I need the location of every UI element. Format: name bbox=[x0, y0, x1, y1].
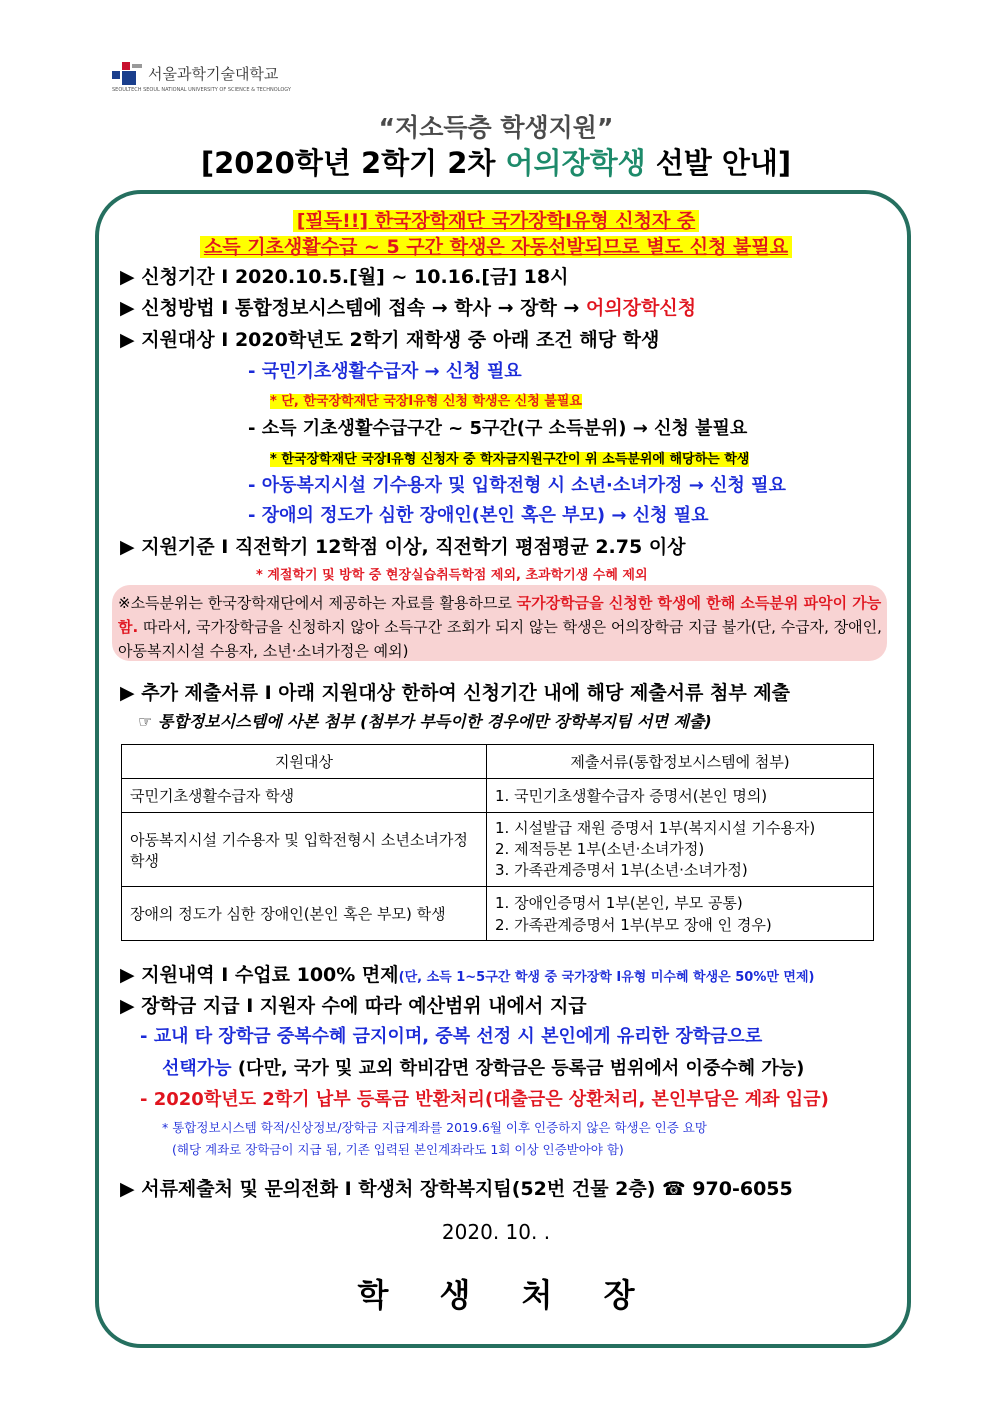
payment-detail-1: - 교내 타 장학금 중복수혜 금지이며, 중복 선정 시 본인에게 유리한 장학금으로 bbox=[140, 1026, 763, 1047]
row-documents: 1. 국민기초생활수급자 증명서(본인 명의) bbox=[487, 779, 874, 813]
issue-date: 2020. 10. . bbox=[441, 1220, 551, 1244]
university-logo bbox=[112, 60, 302, 96]
header-target: 지원대상 bbox=[122, 745, 487, 779]
row-target: 아동복지시설 기수용자 및 입학전형시 소년소녀가정 학생 bbox=[122, 813, 487, 887]
payment-title: ▶ 장학금 지급 Ⅰ 지원자 수에 따라 예산범위 내에서 지급 bbox=[120, 995, 587, 1017]
table-row bbox=[122, 813, 874, 887]
income-notice-text: ※소득분위는 한국장학재단에서 제공하는 자료를 활용하므로 국가장학금을 신청한 학생에 한해 소득분위 파악이 가능함. 따라서, 국가장학금을 신청하지 않아 소득구간 조회가 되지 않는 학생은 어의장학금 지급 불가(단, 수급자, 장애인, 아동복지시설 수용자, 소년·소녀가정은 예외) bbox=[118, 594, 882, 660]
notice-line-2: 소득 기초생활수급 ~ 5 구간 학생은 자동선발되므로 별도 신청 불필요 bbox=[0, 232, 992, 259]
extra-documents-title: ▶ 추가 제출서류 Ⅰ 아래 지원대상 한하여 신청기간 내에 해당 제출서류 첨부 제출 bbox=[120, 682, 791, 704]
signer-title: 학 생 처 장 bbox=[357, 1276, 635, 1314]
support-criteria: ▶ 지원기준 Ⅰ 직전학기 12학점 이상, 직전학기 평점평균 2.75 이상 bbox=[120, 536, 686, 558]
table-row bbox=[122, 887, 874, 941]
extra-documents-sub: ☞ 통합정보시스템에 사본 첨부 (첨부가 부득이한 경우에만 장학복지팀 서면 제출) bbox=[138, 712, 712, 731]
table-header-row bbox=[122, 745, 874, 779]
target-basic-livelihood: - 국민기초생활수급자 → 신청 필요 bbox=[248, 361, 522, 382]
row-documents: 1. 장애인증명서 1부(본인, 부모 공통) 2. 가족관계증명서 1부(부모 장애 인 경우) bbox=[487, 887, 874, 941]
support-target: ▶ 지원대상 Ⅰ 2020학년도 2학기 재학생 중 아래 조건 해당 학생 bbox=[120, 329, 660, 351]
logo-name: 서울과학기술대학교 bbox=[148, 65, 279, 83]
support-details: ▶ 지원내역 Ⅰ 수업료 100% 면제(단, 소득 1~5구간 학생 중 국가장학 Ⅰ유형 미수혜 학생은 50%만 면제) bbox=[120, 964, 815, 986]
target-welfare-facility: - 아동복지시설 기수용자 및 입학전형 시 소년·소녀가정 → 신청 필요 bbox=[248, 475, 786, 496]
notice-line-1: [필독!!] 한국장학재단 국가장학Ⅰ유형 신청자 중 bbox=[0, 206, 992, 233]
contact-info: ▶ 서류제출처 및 문의전화 Ⅰ 학생처 장학복지팀(52번 건물 2층) ☎ 970-6055 bbox=[120, 1178, 793, 1200]
target-disabled: - 장애의 정도가 심한 장애인(본인 혹은 부모) → 신청 필요 bbox=[248, 505, 709, 526]
page-subtitle: “저소득층 학생지원” bbox=[378, 113, 614, 142]
target-income-note: * 한국장학재단 국장Ⅰ유형 신청자 중 학자금지원구간이 위 소득분위에 해당하는 학생 bbox=[270, 452, 750, 467]
row-target: 국민기초생활수급자 학생 bbox=[122, 779, 487, 813]
row-target: 장애의 정도가 심한 장애인(본인 혹은 부모) 학생 bbox=[122, 887, 487, 941]
payment-note-2: (해당 계좌로 장학금이 지급 됨, 기존 입력된 본인계좌라도 1회 이상 인증받아야 함) bbox=[172, 1142, 624, 1157]
payment-note-1: * 통합정보시스템 학적/신상정보/장학금 지급계좌를 2019.6월 이후 인증하지 않은 학생은 인증 요망 bbox=[162, 1120, 707, 1135]
logo-mark-icon bbox=[112, 62, 144, 90]
target-income-bracket: - 소득 기초생활수급구간 ~ 5구간(구 소득분위) → 신청 불필요 bbox=[248, 418, 748, 439]
documents-table bbox=[121, 744, 874, 941]
page-title: [2020학년 2학기 2차 어의장학생 선발 안내] bbox=[200, 146, 792, 180]
payment-detail-2: 선택가능 (다만, 국가 및 교외 학비감면 장학금은 등록금 범위에서 이중수혜 가능) bbox=[162, 1058, 805, 1079]
logo-english: SEOULTECH SEOUL NATIONAL UNIVERSITY OF SCIENCE & TECHNOLOGY bbox=[112, 87, 291, 93]
application-period: ▶ 신청기간 Ⅰ 2020.10.5.[월] ~ 10.16.[금] 18시 bbox=[120, 266, 569, 288]
application-method: ▶ 신청방법 Ⅰ 통합정보시스템에 접속 → 학사 → 장학 → 어의장학신청 bbox=[120, 297, 697, 319]
table-row bbox=[122, 779, 874, 813]
header-documents: 제출서류(통합정보시스템에 첨부) bbox=[487, 745, 874, 779]
criteria-note: * 계절학기 및 방학 중 현장실습취득학점 제외, 초과학기생 수혜 제외 bbox=[256, 568, 648, 583]
row-documents: 1. 시설발급 재원 증명서 1부(복지시설 기수용자) 2. 제적등본 1부(소년·소녀가정) 3. 가족관계증명서 1부(소년·소녀가정) bbox=[487, 813, 874, 887]
target-basic-note: * 단, 한국장학재단 국장Ⅰ유형 신청 학생은 신청 불필요 bbox=[270, 394, 582, 409]
payment-detail-3: - 2020학년도 2학기 납부 등록금 반환처리(대출금은 상환처리, 본인부담은 계좌 입금) bbox=[140, 1089, 829, 1110]
